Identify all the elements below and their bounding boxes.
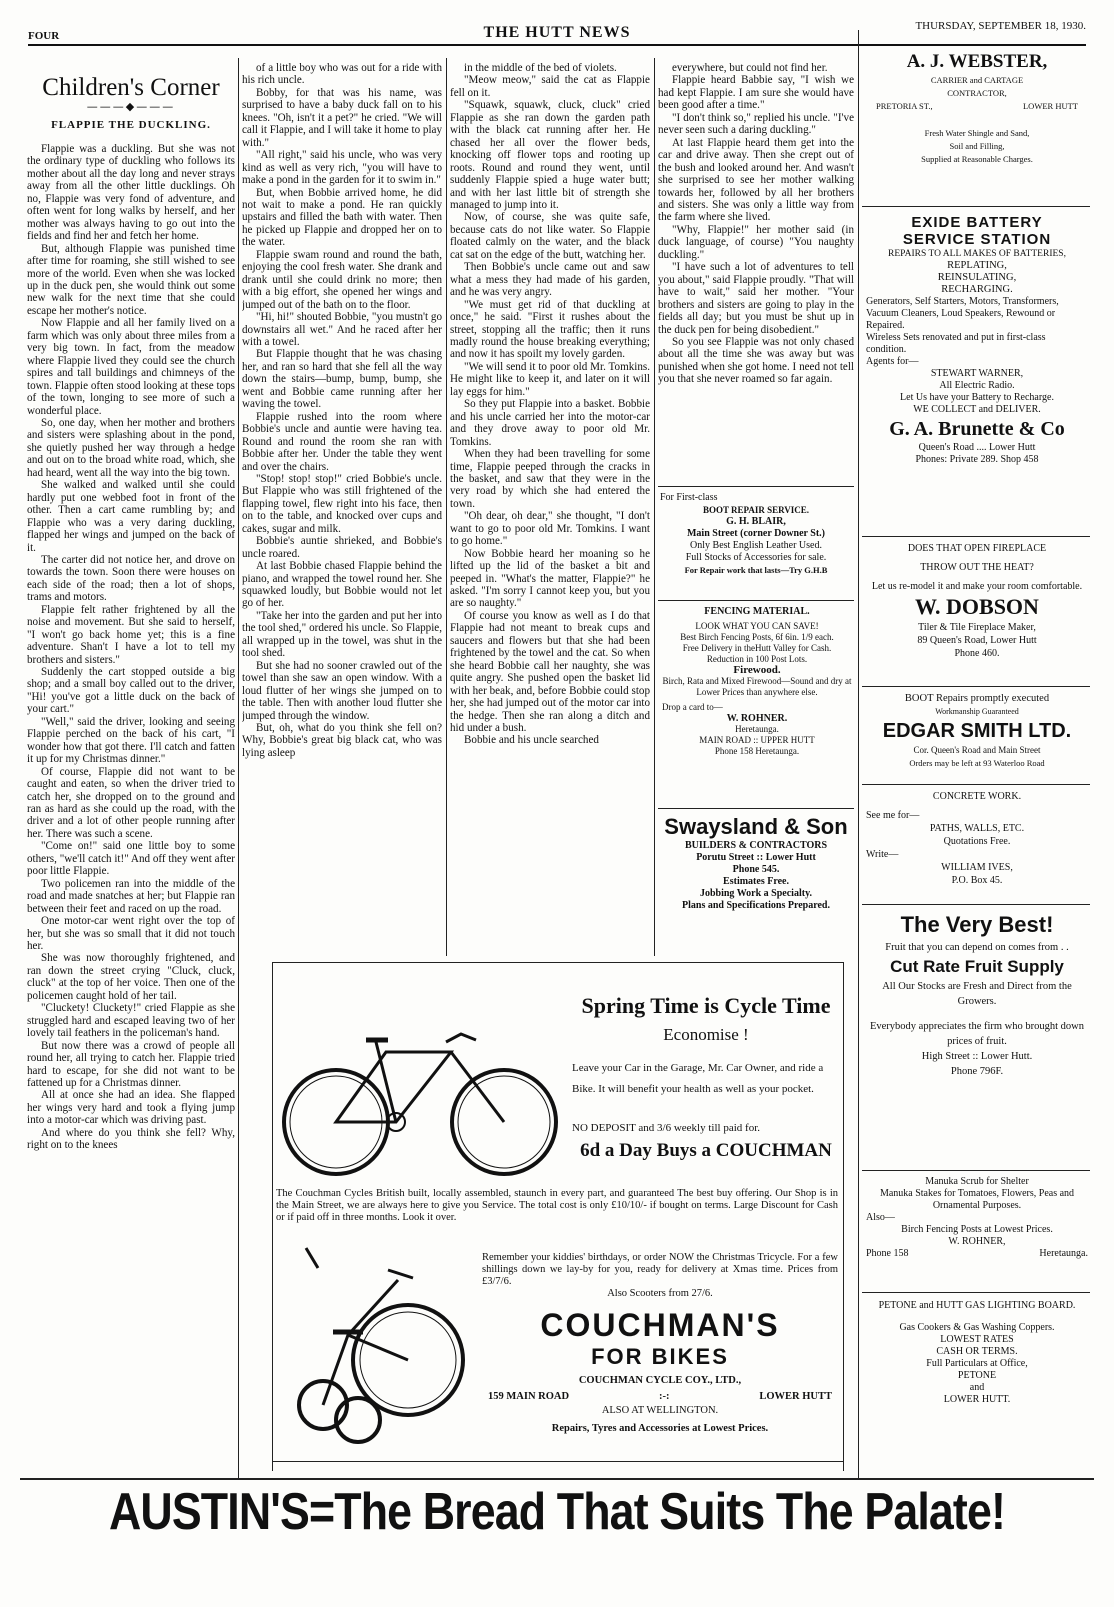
story-paragraph: Flappie rushed into the room where Bobbie's uncle and auntie were having tea. Round and round the room she ran with Bobbie after her. Under the table they went and over the chairs. (242, 410, 442, 473)
exide-line6: Wireless Sets renovated and put in first-class condition. (866, 332, 1046, 355)
webster-line2: CONTRACTOR, (947, 88, 1007, 98)
rule (862, 784, 1090, 785)
blair-address: Main Street (corner Downer St.) (686, 528, 826, 539)
ives-line2: PATHS, WALLS, ETC. (929, 823, 1025, 834)
ives-name: WILLIAM IVES, (941, 862, 1013, 873)
webster-town: LOWER HUTT (1022, 101, 1078, 111)
fencing-line4: Reduction in 100 Post Lots. (706, 654, 808, 664)
story-paragraph: "Come on!" said one little boy to some others, "we'll catch it!" And off they went after poor little Flappie. (27, 840, 235, 878)
webster-name: A. J. WEBSTER, (906, 51, 1048, 72)
dobson-phone: Phone 460. (954, 648, 1000, 659)
edgar-ad (866, 692, 1088, 770)
story-paragraph: "Meow meow," said the cat as Flappie fell on it. (450, 74, 650, 99)
swaysland-job: Jobbing Work a Specialty. (699, 888, 813, 899)
story-paragraph: Now, of course, she was quite safe, because cats do not like water. So Flappie floated calmly on the water, and the black cat sat on the edge of the butt, watching her. (450, 211, 650, 261)
story-paragraph: Bobbie and his uncle searched (464, 734, 599, 747)
bike-body3: Remember your kiddies' birthdays, or order NOW the Christmas Tricycle. For a few shillings down we lay-by for you, ready for delivery at Xmas time. Prices from £3/7/6. (482, 1252, 838, 1287)
story-paragraph: But now there was a crowd of people all round her, all trying to catch her. Flappie tried hard to escape, for she did not want to be fattened up for a Christmas dinner. (27, 1039, 235, 1089)
fruit-name: Cut Rate Fruit Supply (890, 957, 1064, 976)
page-header (28, 20, 1086, 46)
column-rule (858, 30, 859, 1478)
story-paragraph: Now Bobbie heard her moaning so he lifted up the lid of the basket a bit and peeped in. "What's the matter, Flappie?" he asked. "I'm sorry I cannot keep you, but you are so naughty." (450, 547, 650, 610)
webster-ad (866, 50, 1088, 166)
edgar-line2: Workmanship Guaranteed (935, 707, 1019, 716)
story-paragraph: But, oh, what do you think she fell on? Why, Bobbie's great big black cat, who was lying asleep (242, 722, 442, 759)
story-paragraph: Of course you know as well as I do that Flappie had not meant to break cups and saucers and flowers but that she had been frightened by the towel and the cat. So when she heard Bobbie call her naughty, she was quite angry. She pushed open the basket lid with her beak, and, before Bobbie could stop her, she had jumped out of the motor car into the hedge. Then she ran along a ditch and hid under a bush. (450, 609, 650, 735)
ives-title: CONCRETE WORK. (932, 791, 1022, 802)
exide-line5: Generators, Self Starters, Motors, Transformers, Vacuum Cleaners, Loud Speakers, Rewound or Repaired. (866, 296, 1059, 331)
fruit-street: High Street :: Lower Hutt. (921, 1051, 1033, 1062)
blair-ad (660, 492, 852, 576)
austins-bread-banner: AUSTIN'S=The Bread That Suits The Palate! (108, 1483, 1006, 1541)
masthead: THE HUTT NEWS (483, 24, 631, 41)
fencing-line2: Best Birch Fencing Posts, 6f 6in. 1/9 each. (680, 632, 834, 642)
story-paragraph: of a little boy who was out for a ride with his rich uncle. (242, 62, 442, 87)
bike-also: ALSO AT WELLINGTON. (601, 1405, 719, 1416)
story-paragraph: So you see Flappie was not only chased about all the time she was away but was punished when she got home. I need not tell you that she never roamed so far again. (658, 335, 854, 386)
title-ornament: ———◆——— (86, 100, 176, 113)
story-paragraph: "Well," said the driver, looking and seeing Flappie perched on the back of his cart, "I wonder how that got there. I'll catch and fatten it up for my Christmas dinner." (27, 715, 235, 766)
story-paragraph: Bobby, for that was his name, was surprised to have a baby duck fall on to his knees. "Oh, isn't it a pet?" he cried. "We will call it Flappie, and I will take it home to play with." (242, 86, 442, 149)
story-paragraph: But, although Flappie was punished time after time for roaming, she still wished to see more of the world. Even when she was locked up in the duck pen, she would think out some new walk for the next time that she could escape her mother's notice. (27, 242, 235, 317)
exide-line4: RECHARGING. (941, 284, 1013, 295)
exide-title1: EXIDE BATTERY (911, 214, 1043, 231)
border-right (843, 962, 844, 1471)
brunette-phones: Phones: Private 289. Shop 458 (915, 454, 1039, 465)
exide-ad (866, 214, 1088, 466)
bike-address-row (482, 1390, 838, 1403)
story-paragraph: "Take her into the garden and put her into the tool shed," ordered his uncle. So Flappie, all wrapped up in the towel, was shut in the tool shed. (242, 609, 442, 660)
webster-street: PRETORIA ST., (876, 101, 933, 111)
fencing-name: W. ROHNER. (726, 713, 788, 724)
rule (862, 1170, 1090, 1171)
story-paragraph: At last Bobbie chased Flappie behind the piano, and wrapped the towel round her. She squawked loudly, but Bobbie would not let go of her. (242, 560, 442, 610)
blair-service: BOOT REPAIR SERVICE. (702, 505, 810, 515)
swaysland-sub: BUILDERS & CONTRACTORS (684, 840, 828, 851)
story-paragraph: And where do you think she fell? Why, right on to the knees (27, 1126, 235, 1152)
dobson-line1: Let us re-model it and make your room comfortable. (871, 581, 1083, 592)
rule (862, 686, 1090, 687)
bicycle-illustration (276, 1012, 566, 1182)
exide-collect: WE COLLECT and DELIVER. (913, 404, 1041, 415)
footer-rule (20, 1478, 1094, 1480)
story-paragraph: "Hi, hi!" shouted Bobbie, "you mustn't go downstairs all wet." And he raced after her with a towel. (242, 311, 442, 348)
blair-lead: For First-class (660, 492, 718, 503)
exide-title2: SERVICE STATION (902, 231, 1052, 248)
bike-scooters: Also Scooters from 27/6. (607, 1288, 713, 1299)
edgar-line4: Orders may be left at 93 Waterloo Road (909, 758, 1045, 768)
fencing-phone: Phone 158 Heretaunga. (714, 746, 800, 756)
story-paragraph: One motor-car went right over the top of her, but she was so small that it did not touch her. (27, 915, 235, 952)
border-left (272, 962, 273, 1471)
story-paragraph: "We will send it to poor old Mr. Tomkins. He might like to keep it, and later on it will lay eggs for him." (450, 360, 650, 398)
swaysland-est: Estimates Free. (723, 876, 789, 887)
swaysland-title: Swaysland & Son (664, 814, 848, 839)
fruit-ad (866, 910, 1088, 1079)
story-paragraph: When they had been travelling for some time, Flappie peeped through the cracks in the basket, and saw that they were in the very road by which she had entered the town. (450, 448, 650, 510)
story-paragraph: Then Bobbie's uncle came out and saw what a mess they had made of his garden, and he was very angry. (450, 261, 650, 299)
gas-line2: LOWEST RATES (940, 1334, 1014, 1345)
rule (862, 536, 1090, 537)
rule (658, 808, 854, 809)
exide-line2: REPLATING, (947, 260, 1007, 271)
rule (658, 486, 854, 487)
fencing-ad (662, 606, 852, 757)
brunette-road: Queen's Road .... Lower Hutt (918, 442, 1036, 453)
story-paragraph: Bobbie's auntie shrieked, and Bobbie's uncle roared. (242, 535, 442, 560)
dobson-q1: DOES THAT OPEN FIREPLACE (907, 543, 1047, 554)
blair-name: G. H. BLAIR, (726, 516, 786, 527)
blair-line1: Only Best English Leather Used. (690, 540, 822, 551)
gas-line5: PETONE (957, 1370, 997, 1381)
tricycle-illustration (278, 1240, 478, 1450)
fruit-line1: Fruit that you can depend on comes from . . (885, 942, 1069, 953)
story-paragraph: Of course, Flappie did not want to be caught and eaten, so when the driver tried to catch her, she dropped on to the ground and ran as hard as she could up the road, with the driver and a lot of other people running after her. There was such a scene. (27, 765, 235, 840)
manuka-phone: Phone 158 (866, 1248, 909, 1259)
ornamental-border-top (272, 962, 844, 972)
story-paragraph: The carter did not notice her, and drove on towards the town. Soon there were houses on each side of the road; then a lot of shops, trams and motors. (27, 553, 235, 604)
story-paragraph: "Cluckety! Cluckety!" cried Flappie as she struggled hard and escaped leaving two of her lovely tail feathers in the policeman's hand. (27, 1002, 235, 1040)
manuka-place: Heretaunga. (1039, 1248, 1088, 1259)
column-rule (446, 58, 447, 956)
bike-brand: COUCHMAN'S (540, 1307, 780, 1343)
ives-box: P.O. Box 45. (951, 875, 1003, 886)
fruit-phone: Phone 796F. (950, 1066, 1004, 1077)
gas-line3: CASH OR TERMS. (936, 1346, 1018, 1357)
exide-let: Let Us have your Battery to Recharge. (900, 392, 1054, 403)
rule (862, 1292, 1090, 1293)
bike-slogan: 6d a Day Buys a COUCHMAN (580, 1140, 832, 1161)
manuka-also: Also— (866, 1212, 895, 1223)
fencing-line5: Birch, Rata and Mixed Firewood—Sound and dry at Lower Prices than anywhere else. (662, 676, 852, 697)
manuka-name: W. ROHNER, (948, 1236, 1006, 1247)
story-paragraph: But, when Bobbie arrived home, he did not wait to make a pond. He ran quickly upstairs and filled the bath with water. Then he picked up Flappie and dropped her on to the water. (242, 186, 442, 249)
swaysland-ad (660, 814, 852, 912)
story-body-2 (242, 62, 442, 759)
story-paragraph: Flappie was a duckling. But she was not the ordinary type of duckling who follows its mother about all the day long and never strays away from all the other little ducklings. Oh no, Flappie was very fond of adventure, and often went for long walks by herself, and her mother was always having to go out into the fields and find her and fetch her home. (27, 143, 235, 243)
story-paragraph: So, one day, when her mother and brothers and sisters were splashing about in the pond, she quietly pushed her way through a hedge and out on to the broad white road, which, she had heard, went all the way into the big town. (27, 416, 235, 479)
story-paragraph: But Flappie thought that he was chasing her, and ran so hard that she fell all the way down the stairs—bump, bump, bump, she went and Bobbie came running after her waving the towel. (242, 348, 442, 411)
fencing-title: FENCING MATERIAL. (704, 606, 810, 617)
story-title: FLAPPIE THE DUCKLING. (51, 119, 211, 131)
gas-ad (866, 1300, 1088, 1406)
bike-company: COUCHMAN CYCLE COY., LTD., (578, 1375, 742, 1386)
gas-line1: Gas Cookers & Gas Washing Coppers. (899, 1322, 1055, 1333)
story-paragraph: Flappie swam round and round the bath, enjoying the cool fresh water. She drank and drank until she could drink no more; then with a big effort, she opened her wings and jumped out of the bath on to the floor. (242, 248, 442, 311)
story-paragraph: So they put Flappie into a basket. Bobbie and his uncle carried her into the motor-car and they drove away to poor old Mr. Tomkins. (450, 398, 650, 448)
rule (862, 904, 1090, 905)
story-paragraph: "I don't think so," replied his uncle. "I've never seen such a daring duckling." (658, 111, 854, 137)
story-paragraph: "I have such a lot of adventures to tell you about," said Flappie proudly. "That will have to wait," said her mother. "Your brothers and sisters are going to play in the fields all day; but you must be shut up in the duck pen for being disobedient." (658, 261, 854, 336)
bike-sep: :-: (658, 1391, 670, 1402)
story-paragraph: She walked and walked until she could hardly put one webbed foot in front of the other. Then a cart came rumbling by; and Flappie who was a very daring duckling, flapped her wings and jumped on the back of it. (27, 479, 235, 554)
story-paragraph: in the middle of the bed of violets. (464, 62, 617, 74)
edgar-name: EDGAR SMITH LTD. (882, 720, 1072, 742)
dobson-q2: THROW OUT THE HEAT? (920, 562, 1034, 573)
story-paragraph: Flappie heard Babbie say, "I wish we had kept Flappie. I am sure she would have been good after a time." (658, 74, 854, 112)
fencing-line3: Free Delivery in theHutt Valley for Cash. (682, 643, 832, 653)
column-rule (238, 58, 239, 1478)
story-paragraph: Two policemen ran into the middle of the road and made snatches at her; but Flappie ran between their feet and raced on up the road. (27, 877, 235, 915)
manuka-line1: Manuka Scrub for Shelter (925, 1176, 1029, 1187)
story-paragraph: everywhere, but could not find her. (672, 62, 828, 74)
bike-sub: Economise ! (663, 1025, 749, 1044)
story-paragraph: But she had no sooner crawled out of the towel than she saw an open window. With a loud flutter of her wings she jumped on to the table. Then with another loud flutter she jumped through the window. (242, 659, 442, 722)
ives-line3: Quotations Free. (943, 836, 1011, 847)
story-paragraph: She was now thoroughly frightened, and ran down the street crying "Cluck, cluck, cluck" at the top of her voice. Then one of the policemen caught hold of her tail. (27, 952, 235, 1002)
bike-address: 159 MAIN ROAD (488, 1391, 570, 1402)
swaysland-street: Porutu Street :: Lower Hutt (696, 852, 816, 863)
fruit-line3: Everybody appreciates the firm who brought down prices of fruit. (869, 1021, 1085, 1047)
story-paragraph: Flappie felt rather frightened by all the noise and movement. But she said to herself, "I won't go back home yet; this is a fine adventure. Shan't I have a lot to tell my brothers and sisters." (27, 603, 235, 666)
story-paragraph: "Stop! stop! stop!" cried Bobbie's uncle. But Flappie who was still frightened of the flapping towel, flew right into his face, then on to the table, and knocked over cups and cakes, sugar and milk. (242, 472, 442, 535)
story-paragraph: Now Flappie and all her family lived on a farm which was only about three miles from a very big town. In fact, from the meadow where Flappie lived they could see the church spires and tall buildings and chimneys of the town. Flappie often stood looking at these tops of the town, longing to see more of such a wonderful place. (27, 317, 235, 417)
rule (862, 206, 1090, 207)
gas-line7: LOWER HUTT. (943, 1394, 1011, 1405)
story-paragraph: All at once she had an idea. She flapped her wings very hard and took a flying jump into a motor-car which was driving past. (27, 1089, 235, 1127)
story-body-4 (658, 62, 854, 386)
fencing-road: MAIN ROAD :: UPPER HUTT (699, 735, 815, 745)
issue-date: THURSDAY, SEPTEMBER 18, 1930. (915, 20, 1086, 32)
story-paragraph: "We must get rid of that duckling at once," he said. "First it rushes about the street, stopping all the traffic; then it runs madly round the house breaking everything; and now it has spoilt my lovely garden. (450, 298, 650, 361)
dobson-ad (866, 542, 1088, 660)
webster-line4: Soil and Filling, (949, 141, 1005, 151)
manuka-ad (866, 1176, 1088, 1260)
exide-warner: STEWART WARNER, (930, 368, 1024, 379)
fencing-place: Heretaunga. (735, 724, 779, 734)
column-rule (654, 58, 655, 956)
story-paragraph: "Oh dear, oh dear," she thought, "I don't want to go to poor old Mr. Tomkins. I want to go home." (450, 510, 650, 548)
dobson-name: W. DOBSON (915, 594, 1039, 619)
ives-ad (866, 790, 1088, 887)
story-paragraph: At last Flappie heard them get into the car and drive away. Then she crept out of the bush and looked around her. And wasn't she surprised to see her mother walking towards her, followed by all her brothers and sisters. She was only a little way from the farm where she lived. (658, 136, 854, 224)
exide-agents: Agents for— (866, 356, 919, 367)
bike-headline: Spring Time is Cycle Time (581, 993, 831, 1018)
ornamental-border-bottom (272, 1461, 844, 1471)
story-paragraph: "Why, Flappie!" her mother said (in duck language, of course) "You naughty duckling." (658, 223, 854, 261)
story-column-3 (450, 62, 650, 952)
story-body-3 (450, 62, 650, 747)
manuka-line2: Manuka Stakes for Tomatoes, Flowers, Peas and Ornamental Purposes. (879, 1188, 1075, 1211)
section-title: Children's Corner (42, 74, 220, 101)
fruit-line2: All Our Stocks are Fresh and Direct from the Growers. (882, 981, 1072, 1007)
page-number: FOUR (28, 30, 60, 42)
bike-body2: The Couchman Cycles British built, locally assembled, staunch in every part, and guaranteed The best buy offering. Our Shop is in the Main Street, we are always here to give you Service. The total cost is only £10/10/- if bought on terms. Large Discount for Cash or if paid off in three months. Look it over. (276, 1188, 838, 1223)
fencing-drop: Drop a card to— (662, 702, 723, 712)
bike-town: LOWER HUTT (759, 1391, 832, 1402)
story-paragraph: "All right," said his uncle, who was very kind as well as very rich, "you will have to make a pond in the garden for it to swim in." (242, 149, 442, 187)
webster-line3: Fresh Water Shingle and Sand, (924, 128, 1030, 138)
story-body-1 (27, 143, 235, 1152)
swaysland-plans: Plans and Specifications Prepared. (682, 900, 830, 911)
fruit-title: The Very Best! (900, 912, 1054, 937)
bike-repairs: Repairs, Tyres and Accessories at Lowest Prices. (551, 1423, 769, 1434)
blair-tag: For Repair work that lasts—Try G.H.B (684, 565, 828, 575)
exide-radio: All Electric Radio. (939, 380, 1015, 391)
edgar-line3: Cor. Queen's Road and Main Street (913, 745, 1041, 755)
ives-write: Write— (866, 849, 899, 860)
gas-title: PETONE and HUTT GAS LIGHTING BOARD. (878, 1300, 1076, 1311)
bike-body1: Leave your Car in the Garage, Mr. Car Owner, and ride a Bike. It will benefit your health as well as your pocket. (572, 1062, 824, 1095)
dobson-line2: Tiler & Tile Fireplace Maker, (918, 622, 1036, 633)
rule (658, 600, 854, 601)
blair-line2: Full Stocks of Accessories for sale. (685, 552, 827, 563)
bike-deposit: NO DEPOSIT and 3/6 weekly till paid for. (572, 1122, 760, 1134)
firewood-heading: Firewood. (733, 664, 781, 676)
manuka-contact (866, 1248, 1088, 1260)
couchman-bike-ad (272, 962, 844, 1471)
ives-line1: See me for— (866, 810, 920, 821)
manuka-line3: Birch Fencing Posts at Lowest Prices. (901, 1224, 1053, 1235)
story-paragraph: Suddenly the cart stopped outside a big shop; and a small boy called out to the driver, "Hi! you've got a little duck on the back of your cart." (27, 666, 235, 716)
exide-line3: REINSULATING, (937, 272, 1017, 283)
story-paragraph: "Squawk, squawk, cluck, cluck" cried Flappie as she ran down the garden path with the black cat running after her. He chased her all over the flower beds, knocking off flower tops and rooting up roots. Round and round they went, until suddenly Flappie spied a huge water butt; and with her last little bit of strength she managed to jump into it. (450, 99, 650, 211)
story-column-2 (242, 62, 442, 952)
fencing-line1: LOOK WHAT YOU CAN SAVE! (695, 621, 819, 631)
exide-line1: REPAIRS TO ALL MAKES OF BATTERIES, (888, 249, 1066, 259)
dobson-line3: 89 Queen's Road, Lower Hutt (917, 635, 1037, 646)
bike-for: FOR BIKES (591, 1344, 729, 1369)
webster-line1: CARRIER and CARTAGE (930, 75, 1024, 85)
gas-line4: Full Particulars at Office, (926, 1358, 1028, 1369)
story-column-4 (658, 62, 854, 480)
webster-line5: Supplied at Reasonable Charges. (921, 154, 1033, 164)
story-column-1 (27, 60, 235, 1476)
swaysland-phone: Phone 545. (732, 864, 780, 875)
edgar-line1: BOOT Repairs promptly executed (904, 693, 1050, 704)
brunette-name: G. A. Brunette & Co (889, 418, 1065, 440)
webster-address (866, 100, 1088, 113)
gas-line6: and (969, 1382, 985, 1393)
